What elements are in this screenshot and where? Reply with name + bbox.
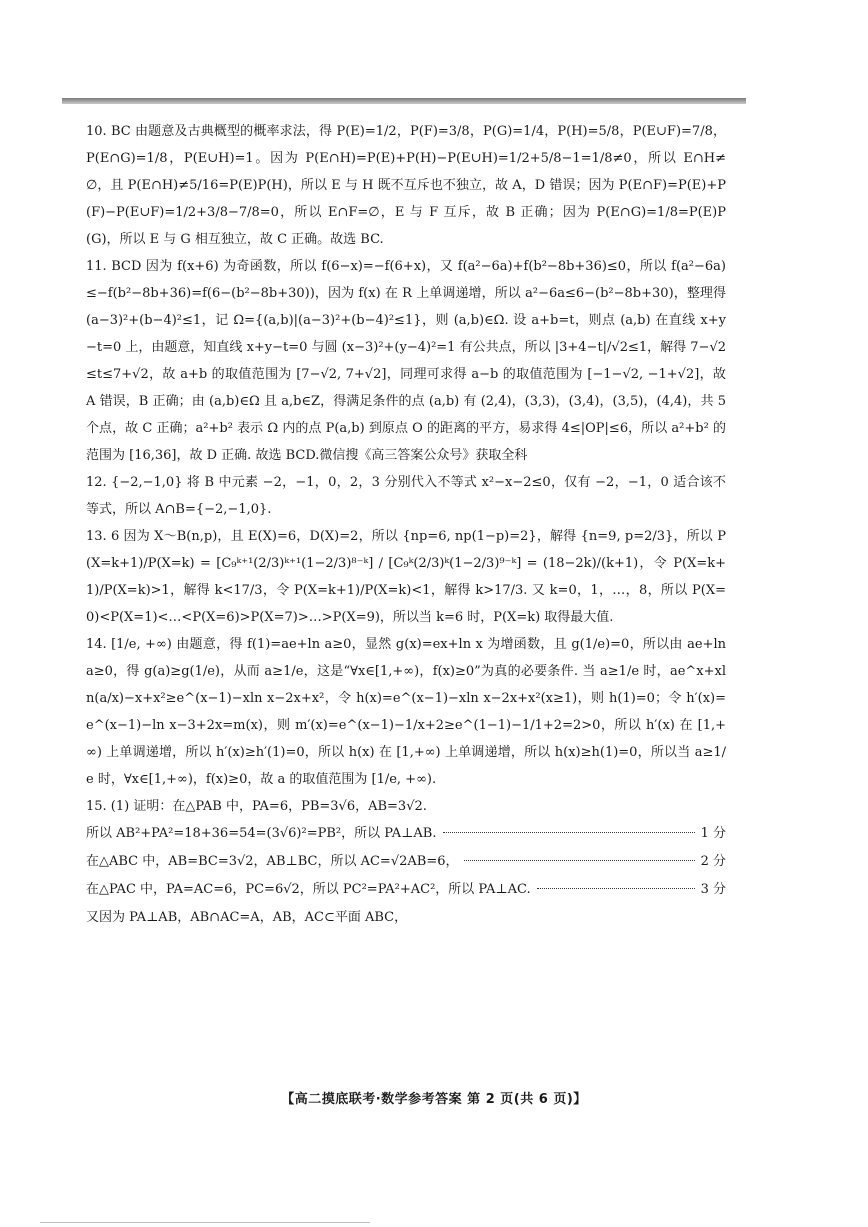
proof-step-text: 所以 AB²+PA²=18+36=54=(3√6)²=PB²，所以 PA⊥AB. — [86, 826, 437, 841]
score-label: 2 分 — [700, 854, 726, 869]
score-label: 3 分 — [700, 882, 726, 897]
leader-dots — [537, 888, 695, 889]
score-label: 1 分 — [700, 826, 726, 841]
answer-q14: 14. [1/e, +∞) 由题意，得 f(1)=ae+ln a≥0，显然 g(x)=ex+ln x 为增函数，且 g(1/e)=0，所以由 ae+ln a≥0，得 g(a)≥g(1/e)，从而 a≥1/e，这是“∀x∈[1,+∞)，f(x)≥0”为真的必要条件. 当 a≥1/e 时，ae^x+xln(a/x)−x+x²≥e^(x−1)−xln x−2x+x²，令 h(x)=e^(x−1)−xln x−2x+x²(x≥1)，则 h(1)=0；令 h′(x)=e^(x−1)−ln x−3+2x=m(x)，则 m′(x)=e^(x−1)−1/x+2≥e^(1−1)−1/1+2=2>0，所以 h′(x) 在 [1,+∞) 上单调递增，所以 h′(x)≥h′(1)=0，所以 h(x) 在 [1,+∞) 上单调递增，所以 h(x)≥h(1)=0，所以当 a≥1/e 时，∀x∈[1,+∞)，f(x)≥0，故 a 的取值范围为 [1/e, +∞). — [86, 637, 726, 787]
answer-q15-intro: 15. (1) 证明：在△PAB 中，PA=6，PB=3√6，AB=3√2. — [86, 799, 427, 814]
proof-step — [86, 876, 726, 904]
answer-q11 — [86, 253, 726, 469]
answer-q13: 13. 6 因为 X～B(n,p)，且 E(X)=6，D(X)=2，所以 {np=6, np(1−p)=2}，解得 {n=9, p=2/3}，所以 P(X=k+1)/P(X=k) = [C₉ᵏ⁺¹(2/3)ᵏ⁺¹(1−2/3)⁸⁻ᵏ] / [C₉ᵏ(2/3)ᵏ(1−2/3)⁹⁻ᵏ] = (18−2k)/(k+1)，令 P(X=k+1)/P(X=k)>1，解得 k<17/3，令 P(X=k+1)/P(X=k)<1，解得 k>17/3. 又 k=0，1，…，8，所以 P(X=0)<P(X=1)<…<P(X=6)>P(X=7)>…>P(X=9)，所以当 k=6 时，P(X=k) 取得最大值. — [86, 529, 726, 625]
answer-q10: 10. BC 由题意及古典概型的概率求法，得 P(E)=1/2，P(F)=3/8，P(G)=1/4，P(H)=5/8，P(E∪F)=7/8，P(E∩G)=1/8，P(E∪H)=1。因为 P(E∩H)=P(E)+P(H)−P(E∪H)=1/2+5/8−1=1/8≠0，所以 E∩H≠∅，且 P(E∩H)≠5/16=P(E)P(H)，所以 E 与 H 既不互斥也不独立，故 A，D 错误；因为 P(E∩F)=P(E)+P(F)−P(E∪F)=1/2+3/8−7/8=0，所以 E∩F=∅，E 与 F 互斥，故 B 正确；因为 P(E∩G)=1/8=P(E)P(G)，所以 E 与 G 相互独立，故 C 正确。故选 BC. — [86, 124, 726, 247]
leader-dots — [443, 832, 695, 833]
proof-step — [86, 848, 726, 876]
page-footer: 【高二摸底联考·数学参考答案 第 2 页(共 6 页)】 — [281, 1092, 587, 1107]
answer-body — [86, 118, 726, 932]
proof-step-text: 在△ABC 中，AB=BC=3√2，AB⊥BC，所以 AC=√2AB=6， — [86, 854, 459, 869]
answer-q12: 12. {−2,−1,0} 将 B 中元素 −2，−1，0，2，3 分别代入不等式 x²−x−2≤0，仅有 −2，−1，0 适合该不等式，所以 A∩B={−2,−1,0}. — [86, 475, 726, 517]
proof-step-last — [86, 904, 726, 932]
watermark-text: 微信搜《高三答案公众号》获取全科 — [319, 448, 528, 463]
top-rule — [62, 98, 746, 104]
proof-step — [86, 820, 726, 848]
bottom-rule — [40, 1222, 370, 1223]
leader-dots — [464, 860, 694, 861]
proof-step-text: 在△PAC 中，PA=AC=6，PC=6√2，所以 PC²=PA²+AC²，所以 PA⊥AC. — [86, 882, 531, 897]
answer-q11-text: 11. BCD 因为 f(x+6) 为奇函数，所以 f(6−x)=−f(6+x)，又 f(a²−6a)+f(b²−8b+36)≤0，所以 f(a²−6a)≤−f(b²−8b+36)=f(6−(b²−8b+30))，因为 f(x) 在 R 上单调递增，所以 a²−6a≤6−(b²−8b+30)，整理得 (a−3)²+(b−4)²≤1，记 Ω={(a,b)|(a−3)²+(b−4)²≤1}，则 (a,b)∈Ω. 设 a+b=t，则点 (a,b) 在直线 x+y−t=0 上，由题意，知直线 x+y−t=0 与圆 (x−3)²+(y−4)²=1 有公共点，所以 |3+4−t|/√2≤1，解得 7−√2≤t≤7+√2，故 a+b 的取值范围为 [7−√2, 7+√2]，同理可求得 a−b 的取值范围为 [−1−√2, −1+√2]，故 A 错误，B 正确；由 (a,b)∈Ω 且 a,b∈Z，得满足条件的点 (a,b) 有 (2,4)，(3,3)，(3,4)，(3,5)，(4,4)，共 5 个点，故 C 正确；a²+b² 表示 Ω 内的点 P(a,b) 到原点 O 的距离的平方，易求得 4≤|OP|≤6，所以 a²+b² 的范围为 [16,36]，故 D 正确. 故选 BCD. — [86, 259, 726, 463]
proof-step-text: 又因为 PA⊥AB，AB∩AC=A，AB，AC⊂平面 ABC， — [86, 910, 408, 925]
